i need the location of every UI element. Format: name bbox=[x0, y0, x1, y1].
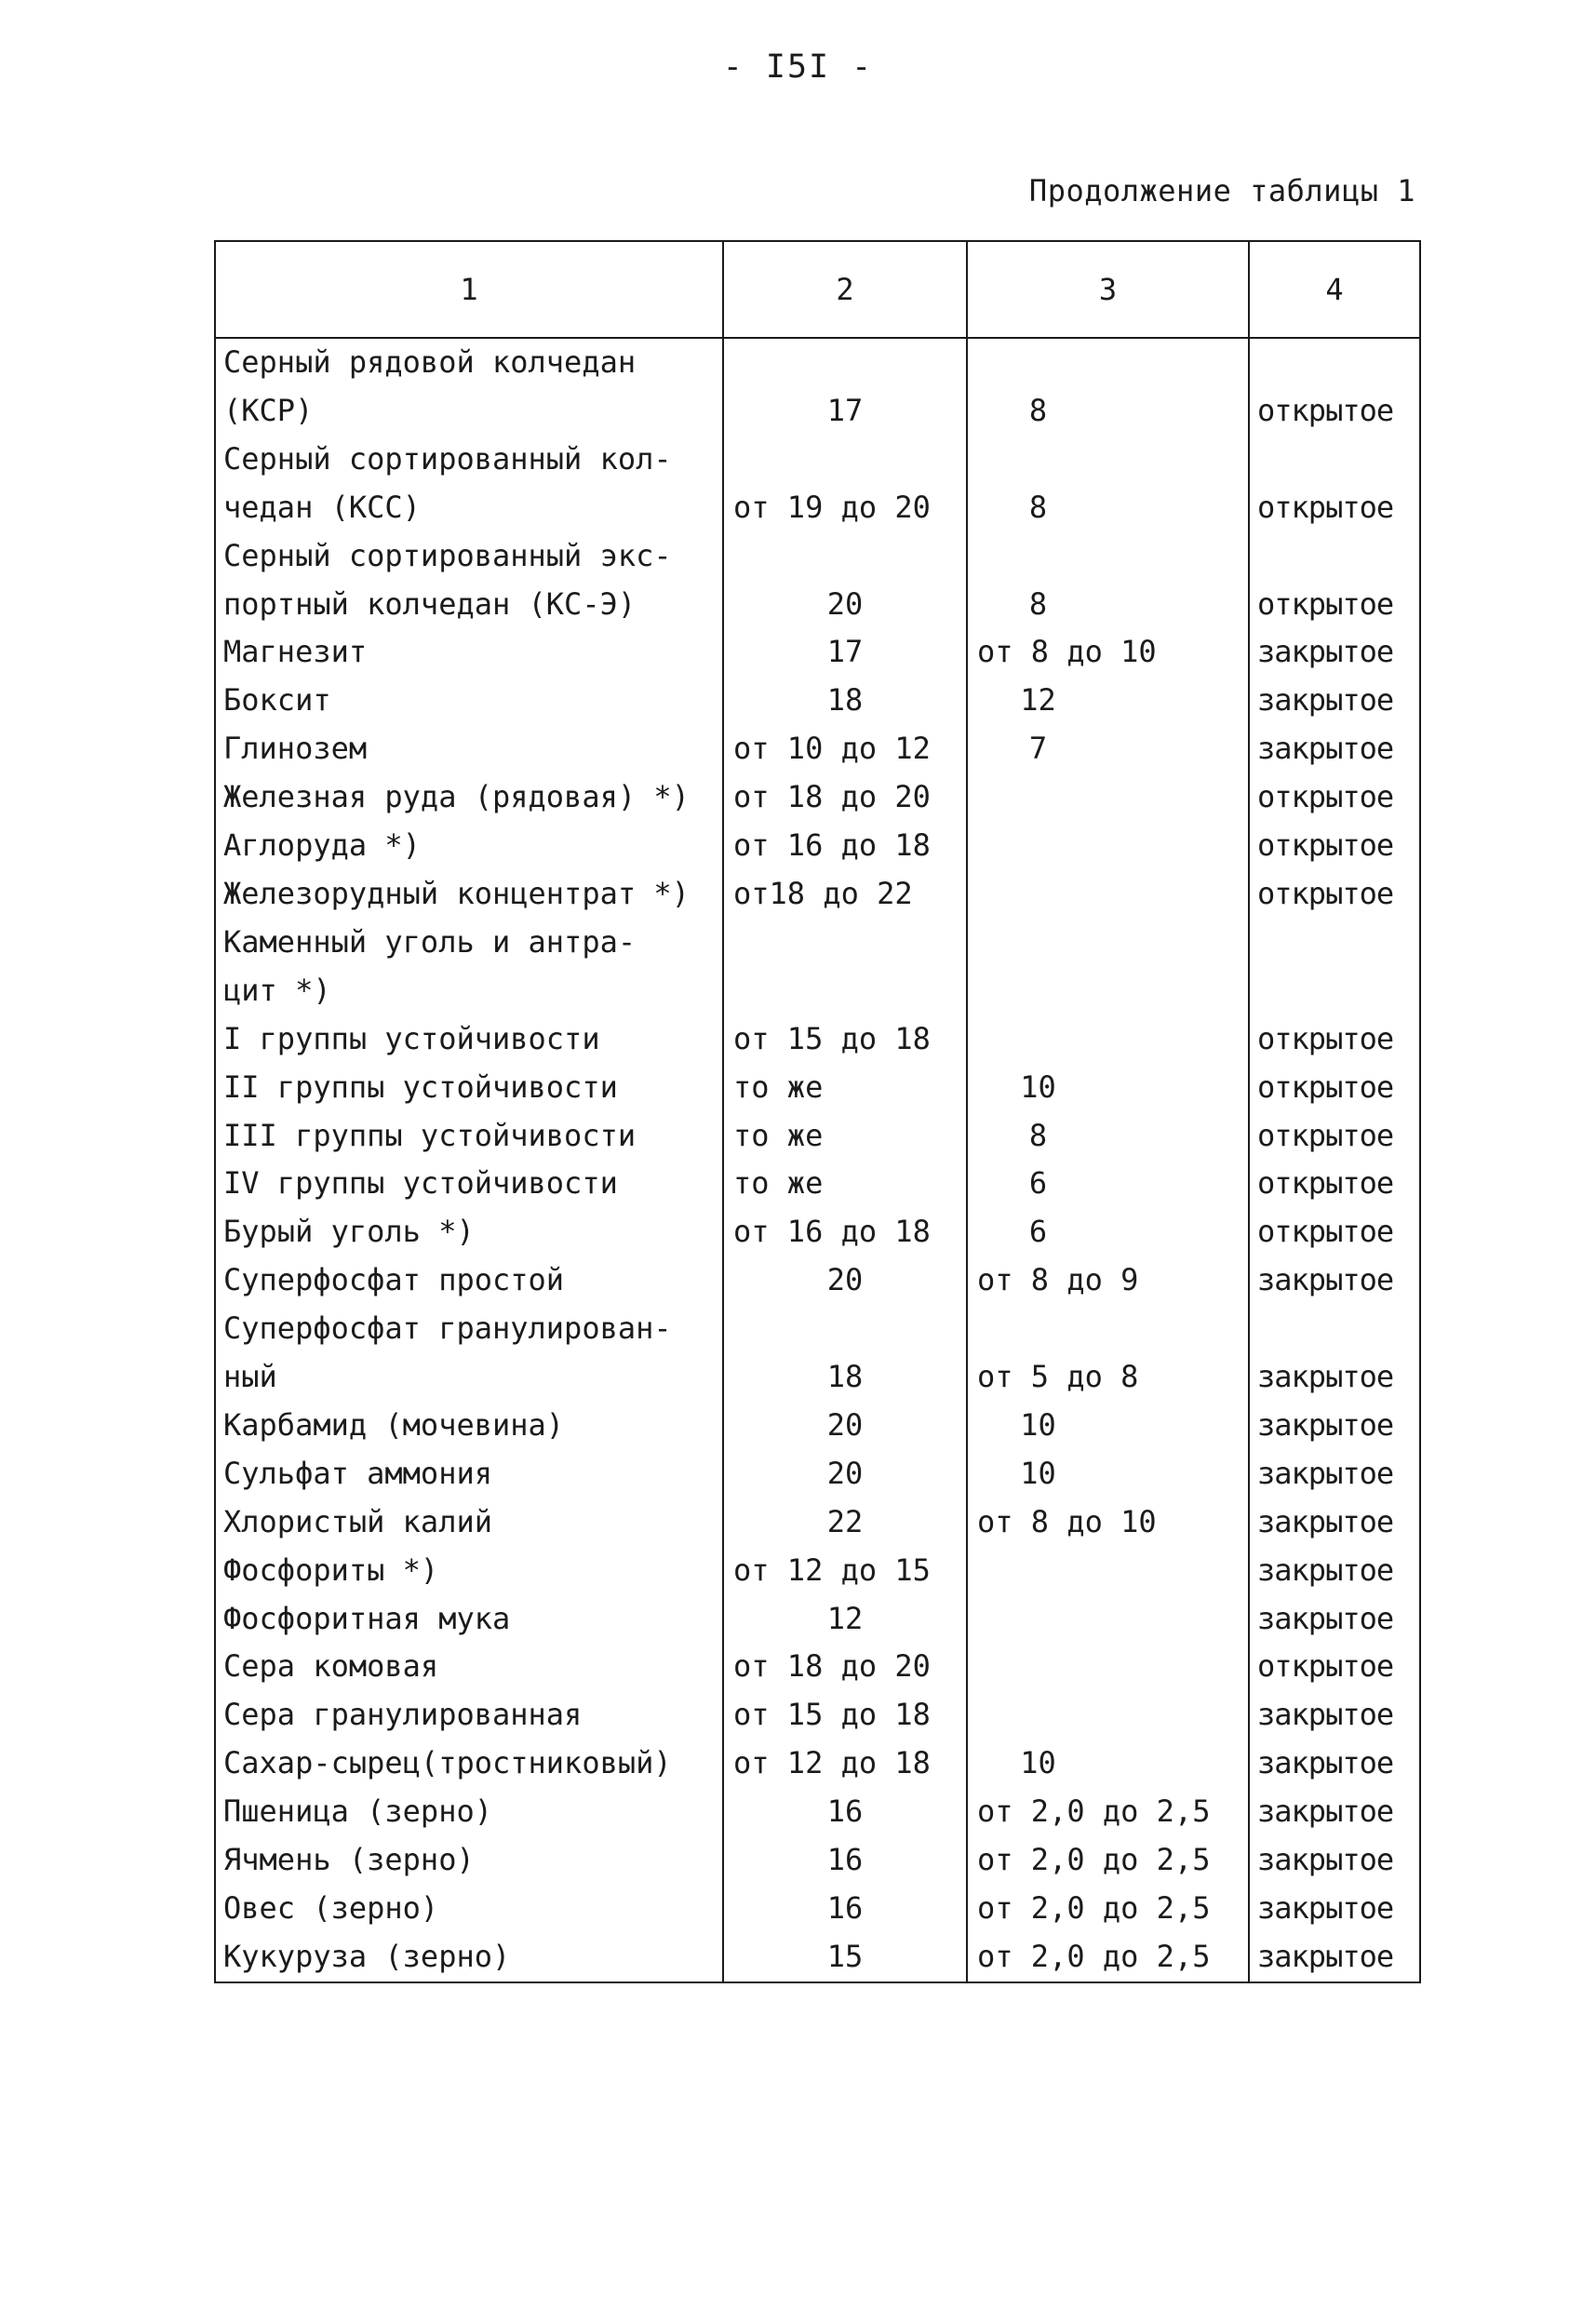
moisture-cell bbox=[723, 532, 967, 581]
page-number: - I5I - bbox=[722, 48, 874, 86]
storage-type-cell: закрытое bbox=[1249, 677, 1420, 725]
moisture-cell: 18 bbox=[723, 1353, 967, 1402]
table-row bbox=[215, 338, 1420, 387]
cargo-name-cell: II группы устойчивости bbox=[215, 1064, 723, 1112]
angle-cell bbox=[967, 822, 1249, 870]
moisture-cell: 17 bbox=[723, 628, 967, 677]
cargo-name-cell: Железная руда (рядовая) *) bbox=[215, 773, 723, 822]
table-row bbox=[215, 1885, 1420, 1933]
moisture-cell: 20 bbox=[723, 1450, 967, 1498]
table-row bbox=[215, 484, 1420, 532]
table-row bbox=[215, 1498, 1420, 1547]
angle-cell bbox=[967, 919, 1249, 967]
moisture-cell: 18 bbox=[723, 677, 967, 725]
table-row bbox=[215, 628, 1420, 677]
storage-type-cell: закрытое bbox=[1249, 1933, 1420, 1982]
storage-type-cell: закрытое bbox=[1249, 1740, 1420, 1788]
column-header-3: 3 bbox=[967, 241, 1249, 338]
storage-type-cell: открытое bbox=[1249, 1208, 1420, 1256]
angle-cell bbox=[967, 1547, 1249, 1595]
cargo-name-cell: Ячмень (зерно) bbox=[215, 1836, 723, 1885]
cargo-name-cell: портный колчедан (КС-Э) bbox=[215, 581, 723, 629]
table-row bbox=[215, 581, 1420, 629]
table-row bbox=[215, 387, 1420, 436]
table-row bbox=[215, 1836, 1420, 1885]
cargo-name-cell: III группы устойчивости bbox=[215, 1112, 723, 1161]
cargo-name-cell: Железорудный концентрат *) bbox=[215, 870, 723, 919]
storage-type-cell: закрытое bbox=[1249, 1788, 1420, 1836]
table-row bbox=[215, 1450, 1420, 1498]
table-row bbox=[215, 1643, 1420, 1691]
cargo-name-cell: Сера гранулированная bbox=[215, 1691, 723, 1740]
cargo-name-cell: Глинозем bbox=[215, 725, 723, 773]
angle-cell: 10 bbox=[967, 1450, 1249, 1498]
cargo-name-cell: Суперфосфат простой bbox=[215, 1256, 723, 1305]
moisture-cell: 16 bbox=[723, 1885, 967, 1933]
moisture-cell: от 16 до 18 bbox=[723, 1208, 967, 1256]
table-row bbox=[215, 1353, 1420, 1402]
table-body bbox=[215, 338, 1420, 1982]
moisture-cell bbox=[723, 919, 967, 967]
table-row bbox=[215, 1015, 1420, 1064]
cargo-name-cell: Серный сортированный кол- bbox=[215, 436, 723, 484]
storage-type-cell: открытое bbox=[1249, 773, 1420, 822]
moisture-cell bbox=[723, 967, 967, 1015]
table-row bbox=[215, 1691, 1420, 1740]
cargo-name-cell: Овес (зерно) bbox=[215, 1885, 723, 1933]
cargo-name-cell: I группы устойчивости bbox=[215, 1015, 723, 1064]
cargo-name-cell: Сульфат аммония bbox=[215, 1450, 723, 1498]
moisture-cell: от 12 до 18 bbox=[723, 1740, 967, 1788]
cargo-name-cell: Хлористый калий bbox=[215, 1498, 723, 1547]
angle-cell bbox=[967, 338, 1249, 387]
table-row bbox=[215, 725, 1420, 773]
table-row bbox=[215, 677, 1420, 725]
angle-cell: 6 bbox=[967, 1160, 1249, 1208]
storage-type-cell: открытое bbox=[1249, 1015, 1420, 1064]
angle-cell bbox=[967, 1691, 1249, 1740]
moisture-cell: 22 bbox=[723, 1498, 967, 1547]
cargo-name-cell: ный bbox=[215, 1353, 723, 1402]
angle-cell: от 2,0 до 2,5 bbox=[967, 1836, 1249, 1885]
angle-cell bbox=[967, 1643, 1249, 1691]
table-row bbox=[215, 1112, 1420, 1161]
storage-type-cell bbox=[1249, 1305, 1420, 1353]
storage-type-cell: закрытое bbox=[1249, 1353, 1420, 1402]
storage-type-cell: открытое bbox=[1249, 1160, 1420, 1208]
moisture-cell bbox=[723, 1305, 967, 1353]
angle-cell bbox=[967, 773, 1249, 822]
storage-type-cell: закрытое bbox=[1249, 725, 1420, 773]
table-caption: Продолжение таблицы 1 bbox=[1028, 173, 1415, 208]
moisture-cell: 20 bbox=[723, 1402, 967, 1450]
table-header-row bbox=[215, 241, 1420, 338]
cargo-name-cell: Серный рядовой колчедан bbox=[215, 338, 723, 387]
angle-cell bbox=[967, 532, 1249, 581]
angle-cell bbox=[967, 1015, 1249, 1064]
angle-cell: от 2,0 до 2,5 bbox=[967, 1933, 1249, 1982]
cargo-name-cell: Пшеница (зерно) bbox=[215, 1788, 723, 1836]
cargo-name-cell: цит *) bbox=[215, 967, 723, 1015]
storage-type-cell: закрытое bbox=[1249, 628, 1420, 677]
moisture-cell: 16 bbox=[723, 1788, 967, 1836]
cargo-name-cell: Боксит bbox=[215, 677, 723, 725]
cargo-name-cell: Сахар-сырец(тростниковый) bbox=[215, 1740, 723, 1788]
angle-cell: 10 bbox=[967, 1064, 1249, 1112]
cargo-name-cell: Серный сортированный экс- bbox=[215, 532, 723, 581]
angle-cell: от 8 до 10 bbox=[967, 628, 1249, 677]
cargo-name-cell: (КСР) bbox=[215, 387, 723, 436]
angle-cell: 12 bbox=[967, 677, 1249, 725]
table-row bbox=[215, 1595, 1420, 1644]
angle-cell: 8 bbox=[967, 1112, 1249, 1161]
table-row bbox=[215, 1208, 1420, 1256]
storage-type-cell: открытое bbox=[1249, 870, 1420, 919]
table-row bbox=[215, 870, 1420, 919]
cargo-name-cell: чедан (КСС) bbox=[215, 484, 723, 532]
table-row bbox=[215, 822, 1420, 870]
moisture-cell: от18 до 22 bbox=[723, 870, 967, 919]
moisture-cell bbox=[723, 338, 967, 387]
angle-cell: 8 bbox=[967, 484, 1249, 532]
data-table-container bbox=[214, 240, 1419, 1983]
storage-type-cell: открытое bbox=[1249, 387, 1420, 436]
angle-cell: 8 bbox=[967, 387, 1249, 436]
table-row bbox=[215, 1402, 1420, 1450]
storage-type-cell: открытое bbox=[1249, 484, 1420, 532]
storage-type-cell: закрытое bbox=[1249, 1595, 1420, 1644]
storage-type-cell: закрытое bbox=[1249, 1691, 1420, 1740]
moisture-cell: от 15 до 18 bbox=[723, 1015, 967, 1064]
moisture-cell: 20 bbox=[723, 1256, 967, 1305]
table-row bbox=[215, 1305, 1420, 1353]
angle-cell bbox=[967, 436, 1249, 484]
moisture-cell: от 18 до 20 bbox=[723, 773, 967, 822]
moisture-cell: 12 bbox=[723, 1595, 967, 1644]
data-table bbox=[214, 240, 1421, 1983]
storage-type-cell: открытое bbox=[1249, 822, 1420, 870]
angle-cell: от 5 до 8 bbox=[967, 1353, 1249, 1402]
storage-type-cell bbox=[1249, 967, 1420, 1015]
moisture-cell: то же bbox=[723, 1160, 967, 1208]
storage-type-cell bbox=[1249, 436, 1420, 484]
cargo-name-cell: Кукуруза (зерно) bbox=[215, 1933, 723, 1982]
cargo-name-cell: Карбамид (мочевина) bbox=[215, 1402, 723, 1450]
moisture-cell: от 12 до 15 bbox=[723, 1547, 967, 1595]
table-row bbox=[215, 532, 1420, 581]
cargo-name-cell: Суперфосфат гранулирован- bbox=[215, 1305, 723, 1353]
storage-type-cell: закрытое bbox=[1249, 1836, 1420, 1885]
table-row bbox=[215, 1064, 1420, 1112]
storage-type-cell: закрытое bbox=[1249, 1256, 1420, 1305]
column-header-4: 4 bbox=[1249, 241, 1420, 338]
angle-cell bbox=[967, 1595, 1249, 1644]
table-row bbox=[215, 967, 1420, 1015]
angle-cell: от 8 до 9 bbox=[967, 1256, 1249, 1305]
angle-cell: от 2,0 до 2,5 bbox=[967, 1788, 1249, 1836]
moisture-cell: 15 bbox=[723, 1933, 967, 1982]
angle-cell bbox=[967, 870, 1249, 919]
angle-cell: 10 bbox=[967, 1402, 1249, 1450]
storage-type-cell: закрытое bbox=[1249, 1402, 1420, 1450]
moisture-cell bbox=[723, 436, 967, 484]
cargo-name-cell: Фосфоритная мука bbox=[215, 1595, 723, 1644]
cargo-name-cell: Бурый уголь *) bbox=[215, 1208, 723, 1256]
moisture-cell: от 10 до 12 bbox=[723, 725, 967, 773]
storage-type-cell: открытое bbox=[1249, 1112, 1420, 1161]
table-row bbox=[215, 436, 1420, 484]
storage-type-cell: закрытое bbox=[1249, 1498, 1420, 1547]
storage-type-cell: открытое bbox=[1249, 1643, 1420, 1691]
table-row bbox=[215, 1256, 1420, 1305]
table-row bbox=[215, 1933, 1420, 1982]
moisture-cell: 20 bbox=[723, 581, 967, 629]
moisture-cell: то же bbox=[723, 1064, 967, 1112]
storage-type-cell: открытое bbox=[1249, 1064, 1420, 1112]
moisture-cell: 17 bbox=[723, 387, 967, 436]
cargo-name-cell: Фосфориты *) bbox=[215, 1547, 723, 1595]
cargo-name-cell: IV группы устойчивости bbox=[215, 1160, 723, 1208]
angle-cell: 7 bbox=[967, 725, 1249, 773]
column-header-2: 2 bbox=[723, 241, 967, 338]
cargo-name-cell: Каменный уголь и антра- bbox=[215, 919, 723, 967]
moisture-cell: от 15 до 18 bbox=[723, 1691, 967, 1740]
table-row bbox=[215, 1740, 1420, 1788]
angle-cell: 10 bbox=[967, 1740, 1249, 1788]
storage-type-cell: закрытое bbox=[1249, 1547, 1420, 1595]
angle-cell: от 2,0 до 2,5 bbox=[967, 1885, 1249, 1933]
angle-cell: от 8 до 10 bbox=[967, 1498, 1249, 1547]
cargo-name-cell: Сера комовая bbox=[215, 1643, 723, 1691]
angle-cell: 8 bbox=[967, 581, 1249, 629]
storage-type-cell: открытое bbox=[1249, 581, 1420, 629]
table-row bbox=[215, 1160, 1420, 1208]
angle-cell bbox=[967, 967, 1249, 1015]
storage-type-cell: закрытое bbox=[1249, 1885, 1420, 1933]
column-header-1: 1 bbox=[215, 241, 723, 338]
cargo-name-cell: Аглоруда *) bbox=[215, 822, 723, 870]
storage-type-cell bbox=[1249, 532, 1420, 581]
table-row bbox=[215, 1788, 1420, 1836]
moisture-cell: от 19 до 20 bbox=[723, 484, 967, 532]
angle-cell: 6 bbox=[967, 1208, 1249, 1256]
cargo-name-cell: Магнезит bbox=[215, 628, 723, 677]
table-row bbox=[215, 919, 1420, 967]
moisture-cell: 16 bbox=[723, 1836, 967, 1885]
storage-type-cell bbox=[1249, 919, 1420, 967]
storage-type-cell: закрытое bbox=[1249, 1450, 1420, 1498]
storage-type-cell bbox=[1249, 338, 1420, 387]
angle-cell bbox=[967, 1305, 1249, 1353]
moisture-cell: от 18 до 20 bbox=[723, 1643, 967, 1691]
table-row bbox=[215, 773, 1420, 822]
moisture-cell: от 16 до 18 bbox=[723, 822, 967, 870]
moisture-cell: то же bbox=[723, 1112, 967, 1161]
table-row bbox=[215, 1547, 1420, 1595]
